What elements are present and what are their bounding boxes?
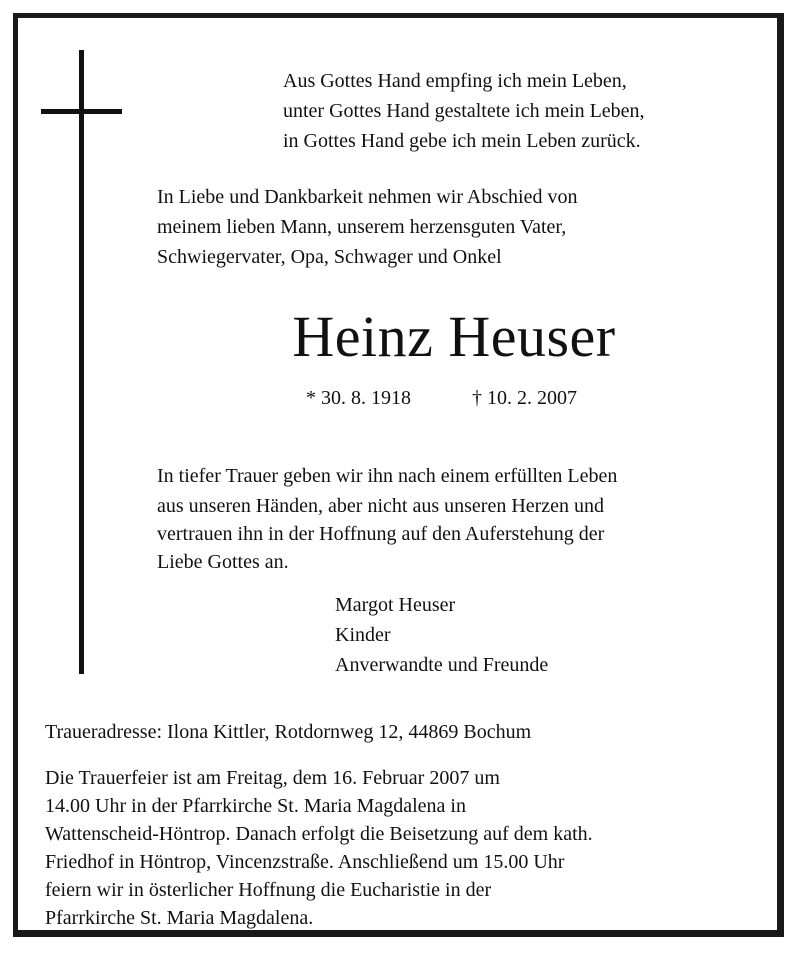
- mourning-line-3: vertrauen ihn in der Hoffnung auf den Auferstehung der: [157, 523, 605, 545]
- signature-line-1: Margot Heuser: [335, 594, 456, 616]
- service-line-3: Wattenscheid-Höntrop. Danach erfolgt die Beisetzung auf dem kath.: [45, 823, 593, 845]
- deceased-name: Heinz Heuser: [292, 304, 616, 369]
- service-line-1: Die Trauerfeier ist am Freitag, dem 16. Februar 2007 um: [45, 767, 500, 789]
- death-date: † 10. 2. 2007: [472, 387, 577, 409]
- intro-line-1: In Liebe und Dankbarkeit nehmen wir Abschied von: [157, 186, 578, 208]
- service-line-5: feiern wir in österlicher Hoffnung die Eucharistie in der: [45, 879, 492, 901]
- service-line-6: Pfarrkirche St. Maria Magdalena.: [45, 907, 314, 929]
- birth-date: * 30. 8. 1918: [306, 387, 411, 409]
- signature-line-3: Anverwandte und Freunde: [335, 654, 549, 676]
- verse-line-1: Aus Gottes Hand empfing ich mein Leben,: [283, 70, 627, 92]
- mourning-line-2: aus unseren Händen, aber nicht aus unseren Herzen und: [157, 495, 605, 517]
- service-line-2: 14.00 Uhr in der Pfarrkirche St. Maria Magdalena in: [45, 795, 466, 817]
- intro-line-3: Schwiegervater, Opa, Schwager und Onkel: [157, 246, 502, 268]
- service-line-4: Friedhof in Höntrop, Vincenzstraße. Anschließend um 15.00 Uhr: [45, 851, 565, 873]
- mourning-address: Traueradresse: Ilona Kittler, Rotdornweg 12, 44869 Bochum: [45, 721, 532, 743]
- mourning-line-1: In tiefer Trauer geben wir ihn nach einem erfüllten Leben: [157, 465, 618, 487]
- verse-line-2: unter Gottes Hand gestaltete ich mein Leben,: [283, 100, 645, 122]
- verse-line-3: in Gottes Hand gebe ich mein Leben zurück.: [283, 130, 641, 152]
- intro-line-2: meinem lieben Mann, unserem herzensguten Vater,: [157, 216, 567, 238]
- cross-icon-bar: [41, 109, 122, 114]
- mourning-line-4: Liebe Gottes an.: [157, 551, 289, 573]
- signature-line-2: Kinder: [335, 624, 391, 646]
